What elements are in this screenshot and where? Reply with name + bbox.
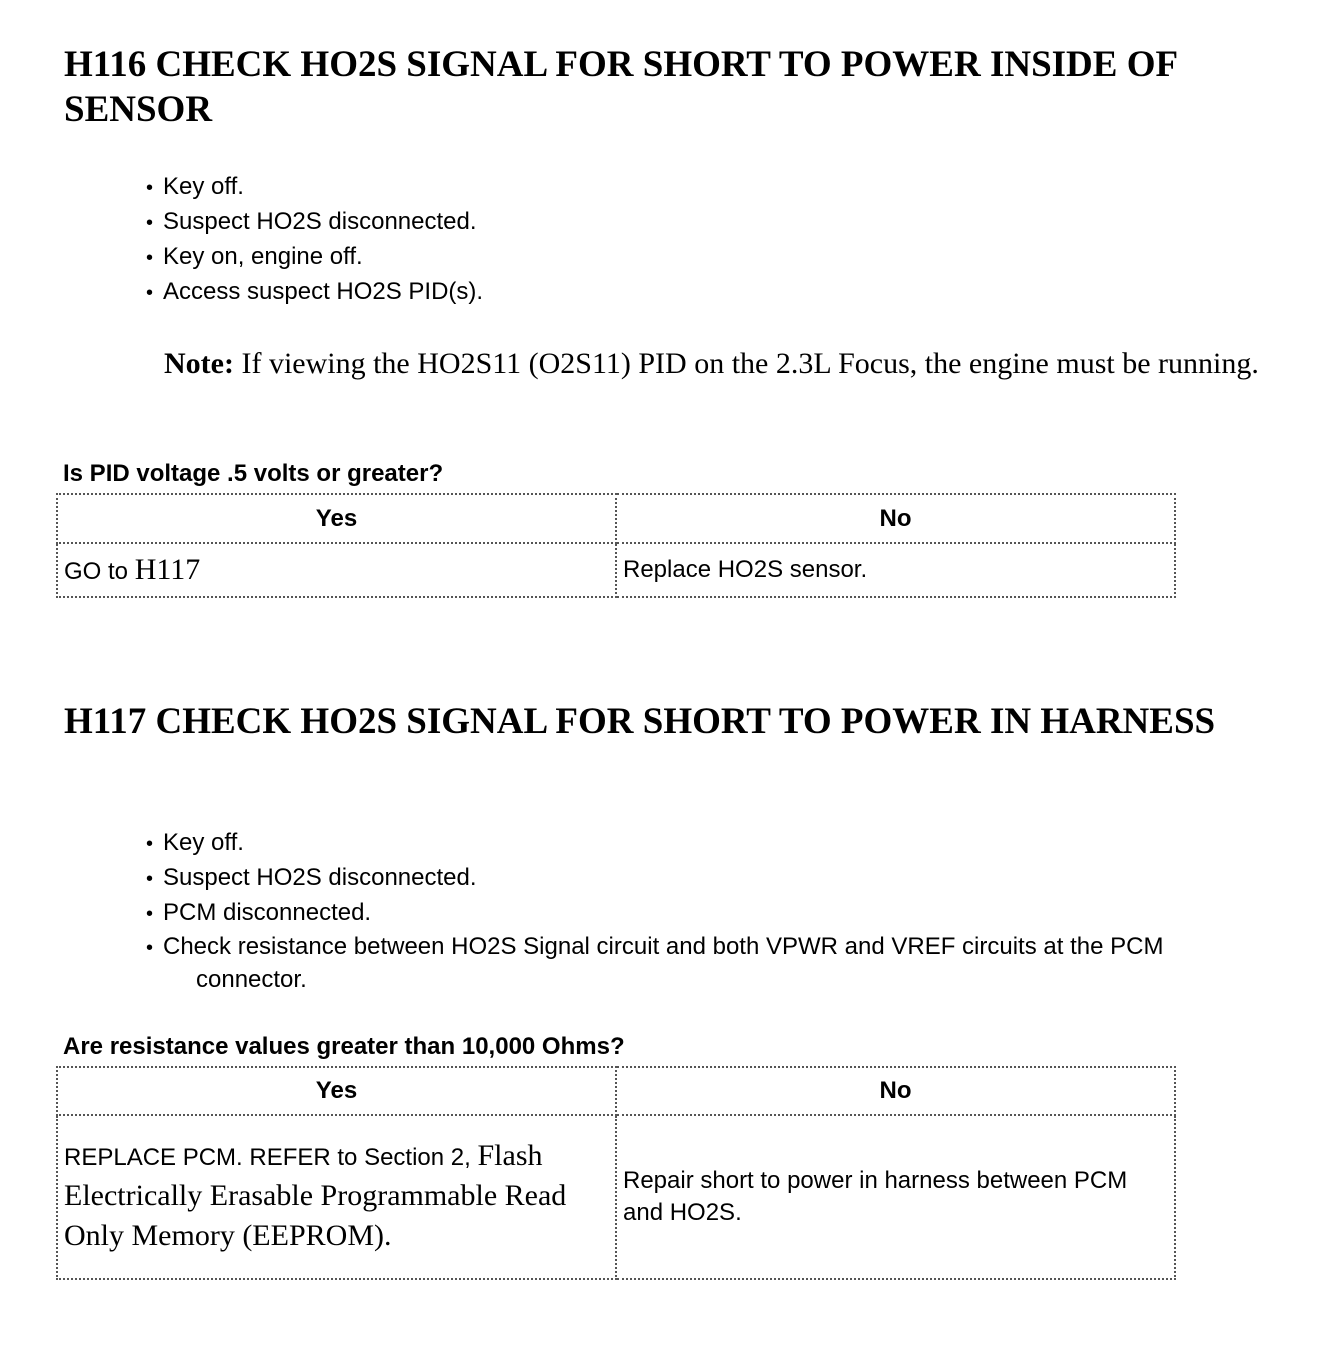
section-title-h117: H117 CHECK HO2S SIGNAL FOR SHORT TO POWER IN HARNESS <box>64 701 1216 742</box>
note-text: If viewing the HO2S11 (O2S11) PID on the 2.3L Focus, the engine must be running. <box>233 347 1259 380</box>
step: • Key off. <box>146 826 1266 861</box>
step: • Suspect HO2S disconnected. <box>146 205 1266 240</box>
no-cell: Repair short to power in harness between PCM and HO2S. <box>616 1115 1175 1279</box>
step: • Suspect HO2S disconnected. <box>146 861 1266 896</box>
no-cell: Replace HO2S sensor. <box>616 543 1175 597</box>
goto-link[interactable]: H117 <box>134 553 201 586</box>
note-label: Note: <box>164 347 234 380</box>
step: • Access suspect HO2S PID(s). <box>146 275 1266 310</box>
step: • PCM disconnected. <box>146 896 1266 931</box>
section-title-h116: H116 CHECK HO2S SIGNAL FOR SHORT TO POWER INSIDE OF SENSOR <box>64 44 1177 130</box>
yes-cell <box>57 543 616 597</box>
yes-text: REPLACE PCM. REFER to Section 2, <box>64 1144 478 1171</box>
eeprom-link[interactable]: Flash Electrically Erasable Programmable Read Only Memory (EEPROM). <box>64 1139 567 1252</box>
question-h117: Are resistance values greater than 10,000 Ohms? <box>63 1033 625 1060</box>
note <box>164 345 1294 383</box>
question-h116: Is PID voltage .5 volts or greater? <box>63 460 444 487</box>
answer-table-h116 <box>56 493 1176 598</box>
steps-list-h116 <box>146 170 1266 310</box>
no-header: No <box>616 1067 1175 1115</box>
yes-header: Yes <box>57 1067 616 1115</box>
answer-table-h117 <box>56 1066 1176 1280</box>
step: • Key on, engine off. <box>146 240 1266 275</box>
yes-text: GO to <box>64 558 135 585</box>
no-header: No <box>616 494 1175 543</box>
steps-list-h117 <box>146 826 1266 996</box>
yes-header: Yes <box>57 494 616 543</box>
yes-cell <box>57 1115 616 1279</box>
step: • Check resistance between HO2S Signal circuit and both VPWR and VREF circuits at the PCM connector. <box>146 931 1266 996</box>
step: • Key off. <box>146 170 1266 205</box>
